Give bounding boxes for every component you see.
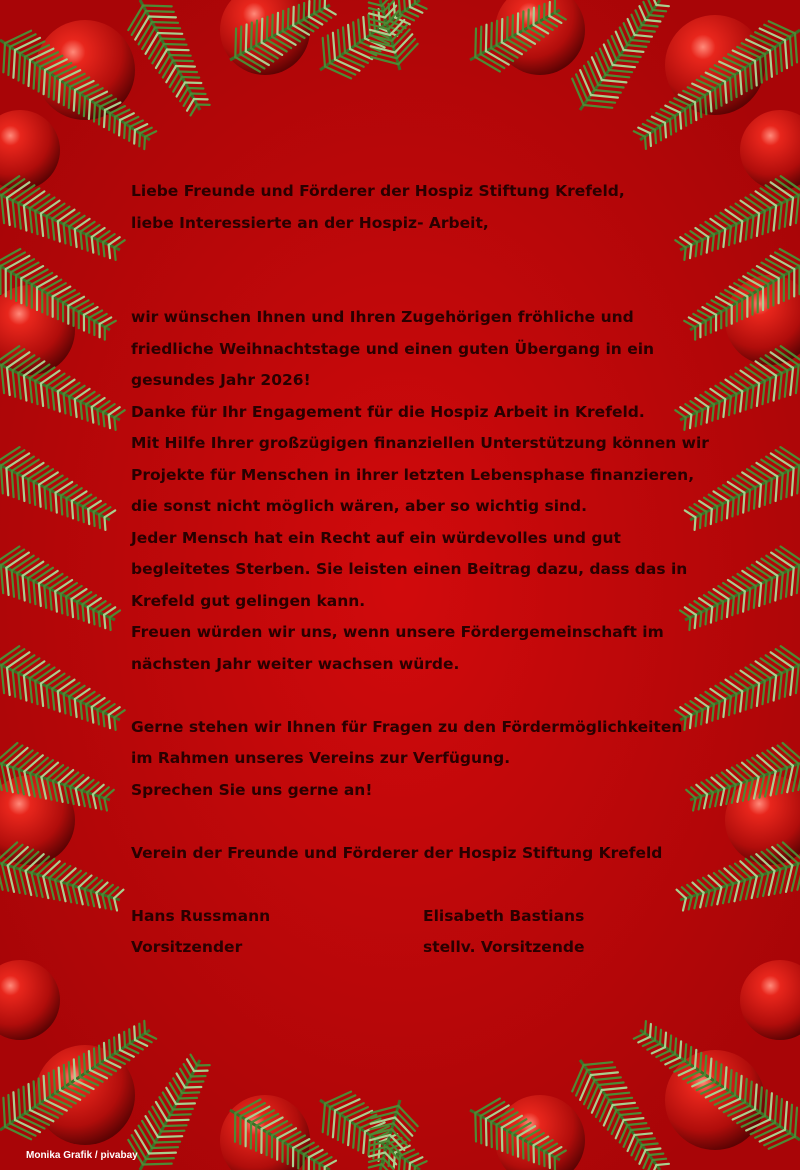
body-line: friedliche Weihnachtstage und einen guten Übergang in ein <box>131 339 655 358</box>
signatory-role: Vorsitzender <box>131 938 243 956</box>
greeting-line: Liebe Freunde und Förderer der Hospiz Stiftung Krefeld, <box>131 182 625 200</box>
body-line: begleitetes Sterben. Sie leisten einen Beitrag dazu, dass das in <box>131 560 688 578</box>
body-line: Krefeld gut gelingen kann. <box>131 591 366 610</box>
body-line: Freuen würden wir uns, wenn unsere Fördergemeinschaft im <box>131 623 664 641</box>
letter-text <box>131 176 709 964</box>
body-line: Projekte für Menschen in ihrer letzten Lebensphase finanzieren, <box>131 465 695 484</box>
signatory-name: Hans Russmann <box>131 906 271 925</box>
greeting-line: liebe Interessierte an der Hospiz- Arbeit, <box>131 213 489 232</box>
image-credit: Monika Grafik / pivabay <box>26 1150 138 1161</box>
signature-block <box>131 901 701 964</box>
signatory-name: Elisabeth Bastians <box>423 906 585 925</box>
signatory-role: stellv. Vorsitzende <box>423 938 585 956</box>
body-line: die sonst nicht möglich wären, aber so wichtig sind. <box>131 497 588 515</box>
body-line: Sprechen Sie uns gerne an! <box>131 780 373 799</box>
body-line: Gerne stehen wir Ihnen für Fragen zu den Fördermöglichkeiten <box>131 717 683 736</box>
body-line: Jeder Mensch hat ein Recht auf ein würdevolles und gut <box>131 528 621 547</box>
signatory-left <box>131 901 270 964</box>
signatory-right <box>423 901 584 964</box>
body-line: nächsten Jahr weiter wachsen würde. <box>131 654 460 673</box>
body-line: Mit Hilfe Ihrer großzügigen finanziellen Unterstützung können wir <box>131 434 709 452</box>
body-line: im Rahmen unseres Vereins zur Verfügung. <box>131 749 511 767</box>
organization-name: Verein der Freunde und Förderer der Hospiz Stiftung Krefeld <box>131 843 663 862</box>
body-line: wir wünschen Ihnen und Ihren Zugehörigen fröhliche und <box>131 308 634 326</box>
body-line: Danke für Ihr Engagement für die Hospiz Arbeit in Krefeld. <box>131 402 645 421</box>
body-line: gesundes Jahr 2026! <box>131 371 311 389</box>
